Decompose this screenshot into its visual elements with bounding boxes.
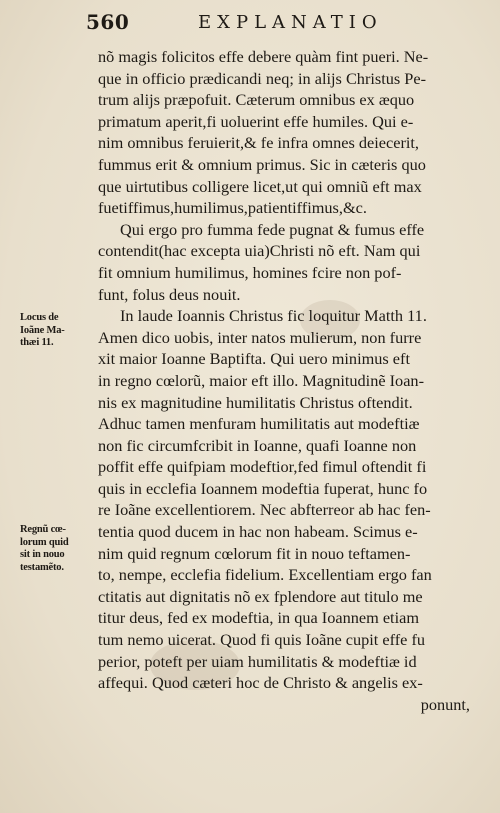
text-line: poffit effe quifpiam modeftior,fed fimul oftendit fi bbox=[98, 457, 427, 477]
text-line: tentia quod ducem in hac non habeam. Scimus e- bbox=[98, 522, 418, 542]
text-line: contendit(hac excepta uia)Christi nõ eft. Nam qui bbox=[98, 241, 421, 261]
text-line: nõ magis folicitos effe debere quàm fint pueri. Ne- bbox=[98, 47, 429, 66]
text-line: tum nemo uicerat. Quod fi quis Ioãne cupit effe fu bbox=[98, 630, 426, 650]
text-line: que in officio prædicandi neq; in alijs Christus Pe- bbox=[98, 68, 426, 88]
text-line: ponunt, bbox=[420, 694, 470, 714]
text-line: In laude Ioannis Christus fic loquitur Matth 11. bbox=[120, 306, 427, 326]
margin-note bbox=[20, 312, 100, 350]
text-line: xit maior Ioanne Baptifta. Qui uero minimus eft bbox=[98, 349, 410, 369]
text-line: to, nempe, ecclefia fidelium. Excellentiam ergo fan bbox=[98, 565, 432, 585]
text-line: Amen dico uobis, inter natos mulierum, non furre bbox=[98, 327, 422, 347]
text-line: funt, folus deus nouit. bbox=[98, 284, 241, 304]
margin-note-line: testamẽto. bbox=[20, 561, 64, 573]
text-line: que uirtutibus colligere licet,ut qui omniũ eft max bbox=[98, 176, 422, 196]
text-line: titur deus, fed ex modeftia, in qua Ioannem etiam bbox=[98, 608, 419, 628]
body-text bbox=[98, 46, 470, 715]
margin-note-line: Ioãne Ma- bbox=[20, 324, 65, 336]
text-line: ctitatis aut dignitatis nõ ex fplendore aut titulo me bbox=[98, 586, 423, 606]
text-line: Adhuc tamen menfuram humilitatis aut modeftiæ bbox=[98, 414, 420, 434]
page-number: 560 bbox=[86, 10, 130, 34]
text-line: nis ex magnitudine humilitatis Christus oftendit. bbox=[98, 392, 413, 412]
margin-note-line: thæi 11. bbox=[20, 337, 54, 348]
text-line: trum alijs præpofuit. Cæterum omnibus ex æquo bbox=[98, 90, 415, 110]
text-line: fit omnium humilimus, homines fcire non pof- bbox=[98, 262, 402, 282]
margin-note bbox=[20, 524, 100, 574]
margin-note-line: Locus de bbox=[20, 312, 59, 323]
text-line: perior, poteft per uiam humilitatis & modeftiæ id bbox=[98, 651, 417, 671]
page-header bbox=[78, 10, 478, 38]
text-line: re Ioãne excellentiorem. Nec abfterreor ab hac fen- bbox=[98, 500, 431, 520]
text-line: non fic circumfcribit in Ioanne, quafi Ioanne non bbox=[98, 435, 417, 455]
text-line: Qui ergo pro fumma fede pugnat & fumus effe bbox=[120, 219, 425, 239]
text-line: fummus erit & omnium primus. Sic in cæteris quo bbox=[98, 154, 426, 174]
text-line: nim omnibus feruierit,& fe infra omnes deiecerit, bbox=[98, 133, 419, 153]
text-line: in regno cœlorũ, maior eft illo. Magnitudinẽ Ioan- bbox=[98, 370, 424, 390]
text-line: primatum aperit,fi uoluerint effe humiles. Qui e- bbox=[98, 111, 414, 131]
running-title: EXPLANATIO bbox=[198, 12, 383, 33]
margin-note-line: Regnũ cœ- bbox=[20, 524, 66, 535]
text-line: affequi. Quod cæteri hoc de Christo & angelis ex- bbox=[98, 673, 423, 693]
text-line: fuetiffimus,humilimus,patientiffimus,&c. bbox=[98, 198, 367, 218]
margin-note-line: lorum quid bbox=[20, 536, 69, 548]
margin-note-line: sit in nouo bbox=[20, 549, 65, 560]
text-line: quis in ecclefia Ioannem modeftia fuperat, hunc fo bbox=[98, 478, 428, 498]
text-line: nim quid regnum cœlorum fit in nouo teftamen- bbox=[98, 543, 411, 563]
